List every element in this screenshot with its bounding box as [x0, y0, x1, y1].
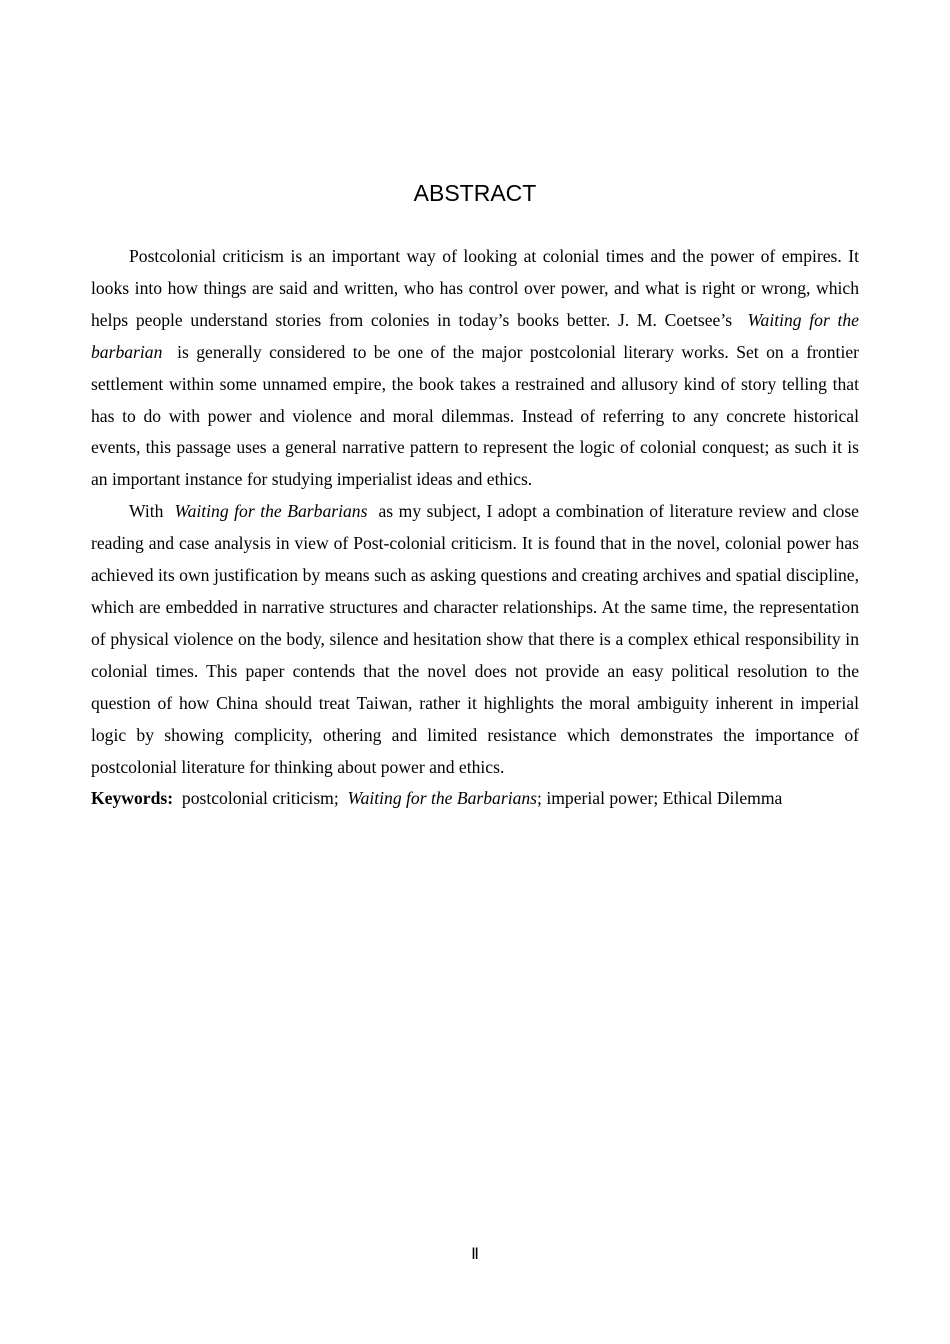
paragraph-1-text-b: is generally considered to be one of the major postcolonial literary works. Set on a frontier settlement within some unnamed empire, the book takes a restrained and allusory kind of story telling that has to do with power and violence and moral dilemmas. Instead of referring to any concrete historical events, this passage uses a general narrative pattern to represent the logic of colonial conquest; as such it is an important instance for studying imperialist ideas and ethics. [91, 341, 859, 490]
paragraph-2-text-a: With [129, 501, 170, 522]
book-title-italic: Waiting for the barbarian [91, 309, 859, 362]
abstract-paragraph-2 [91, 496, 859, 783]
abstract-paragraph-1 [91, 241, 859, 496]
book-title-italic: Waiting for the Barbarians [174, 501, 368, 522]
keyword-2: Waiting for the Barbarians [347, 788, 538, 809]
page-number: Ⅱ [471, 1246, 479, 1263]
keyword-1: postcolonial criticism; [181, 788, 339, 809]
abstract-body [91, 241, 859, 815]
page-title: ABSTRACT [413, 180, 537, 206]
paragraph-2-text-b: as my subject, I adopt a combination of literature review and close reading and case analysis in view of Post-colonial criticism. It is found that in the novel, colonial power has achieved its own justification by means such as asking questions and creating archives and spatial discipline, which are embedded in narrative structures and character relationships. At the same time, the representation of physical violence on the body, silence and hesitation show that there is a complex ethical responsibility in colonial times. This paper contends that the novel does not provide an easy political resolution to the question of how China should treat Taiwan, rather it highlights the moral ambiguity inherent in imperial logic by showing complicity, othering and limited resistance which demonstrates the importance of postcolonial literature for thinking about power and ethics. [91, 501, 859, 777]
keywords-line [91, 783, 859, 815]
keywords-label: Keywords: [91, 788, 174, 809]
keyword-2-separator: ; [537, 788, 542, 809]
keyword-4: Ethical Dilemma [662, 788, 783, 809]
paragraph-1-text-a: Postcolonial criticism is an important way of looking at colonial times and the power of empires. It looks into how things are said and written, who has control over power, and what is right or wrong, which helps people understand stories from colonies in today’s books better. J. M. Coetsee’s [91, 246, 859, 330]
keyword-3: imperial power; [546, 788, 659, 809]
